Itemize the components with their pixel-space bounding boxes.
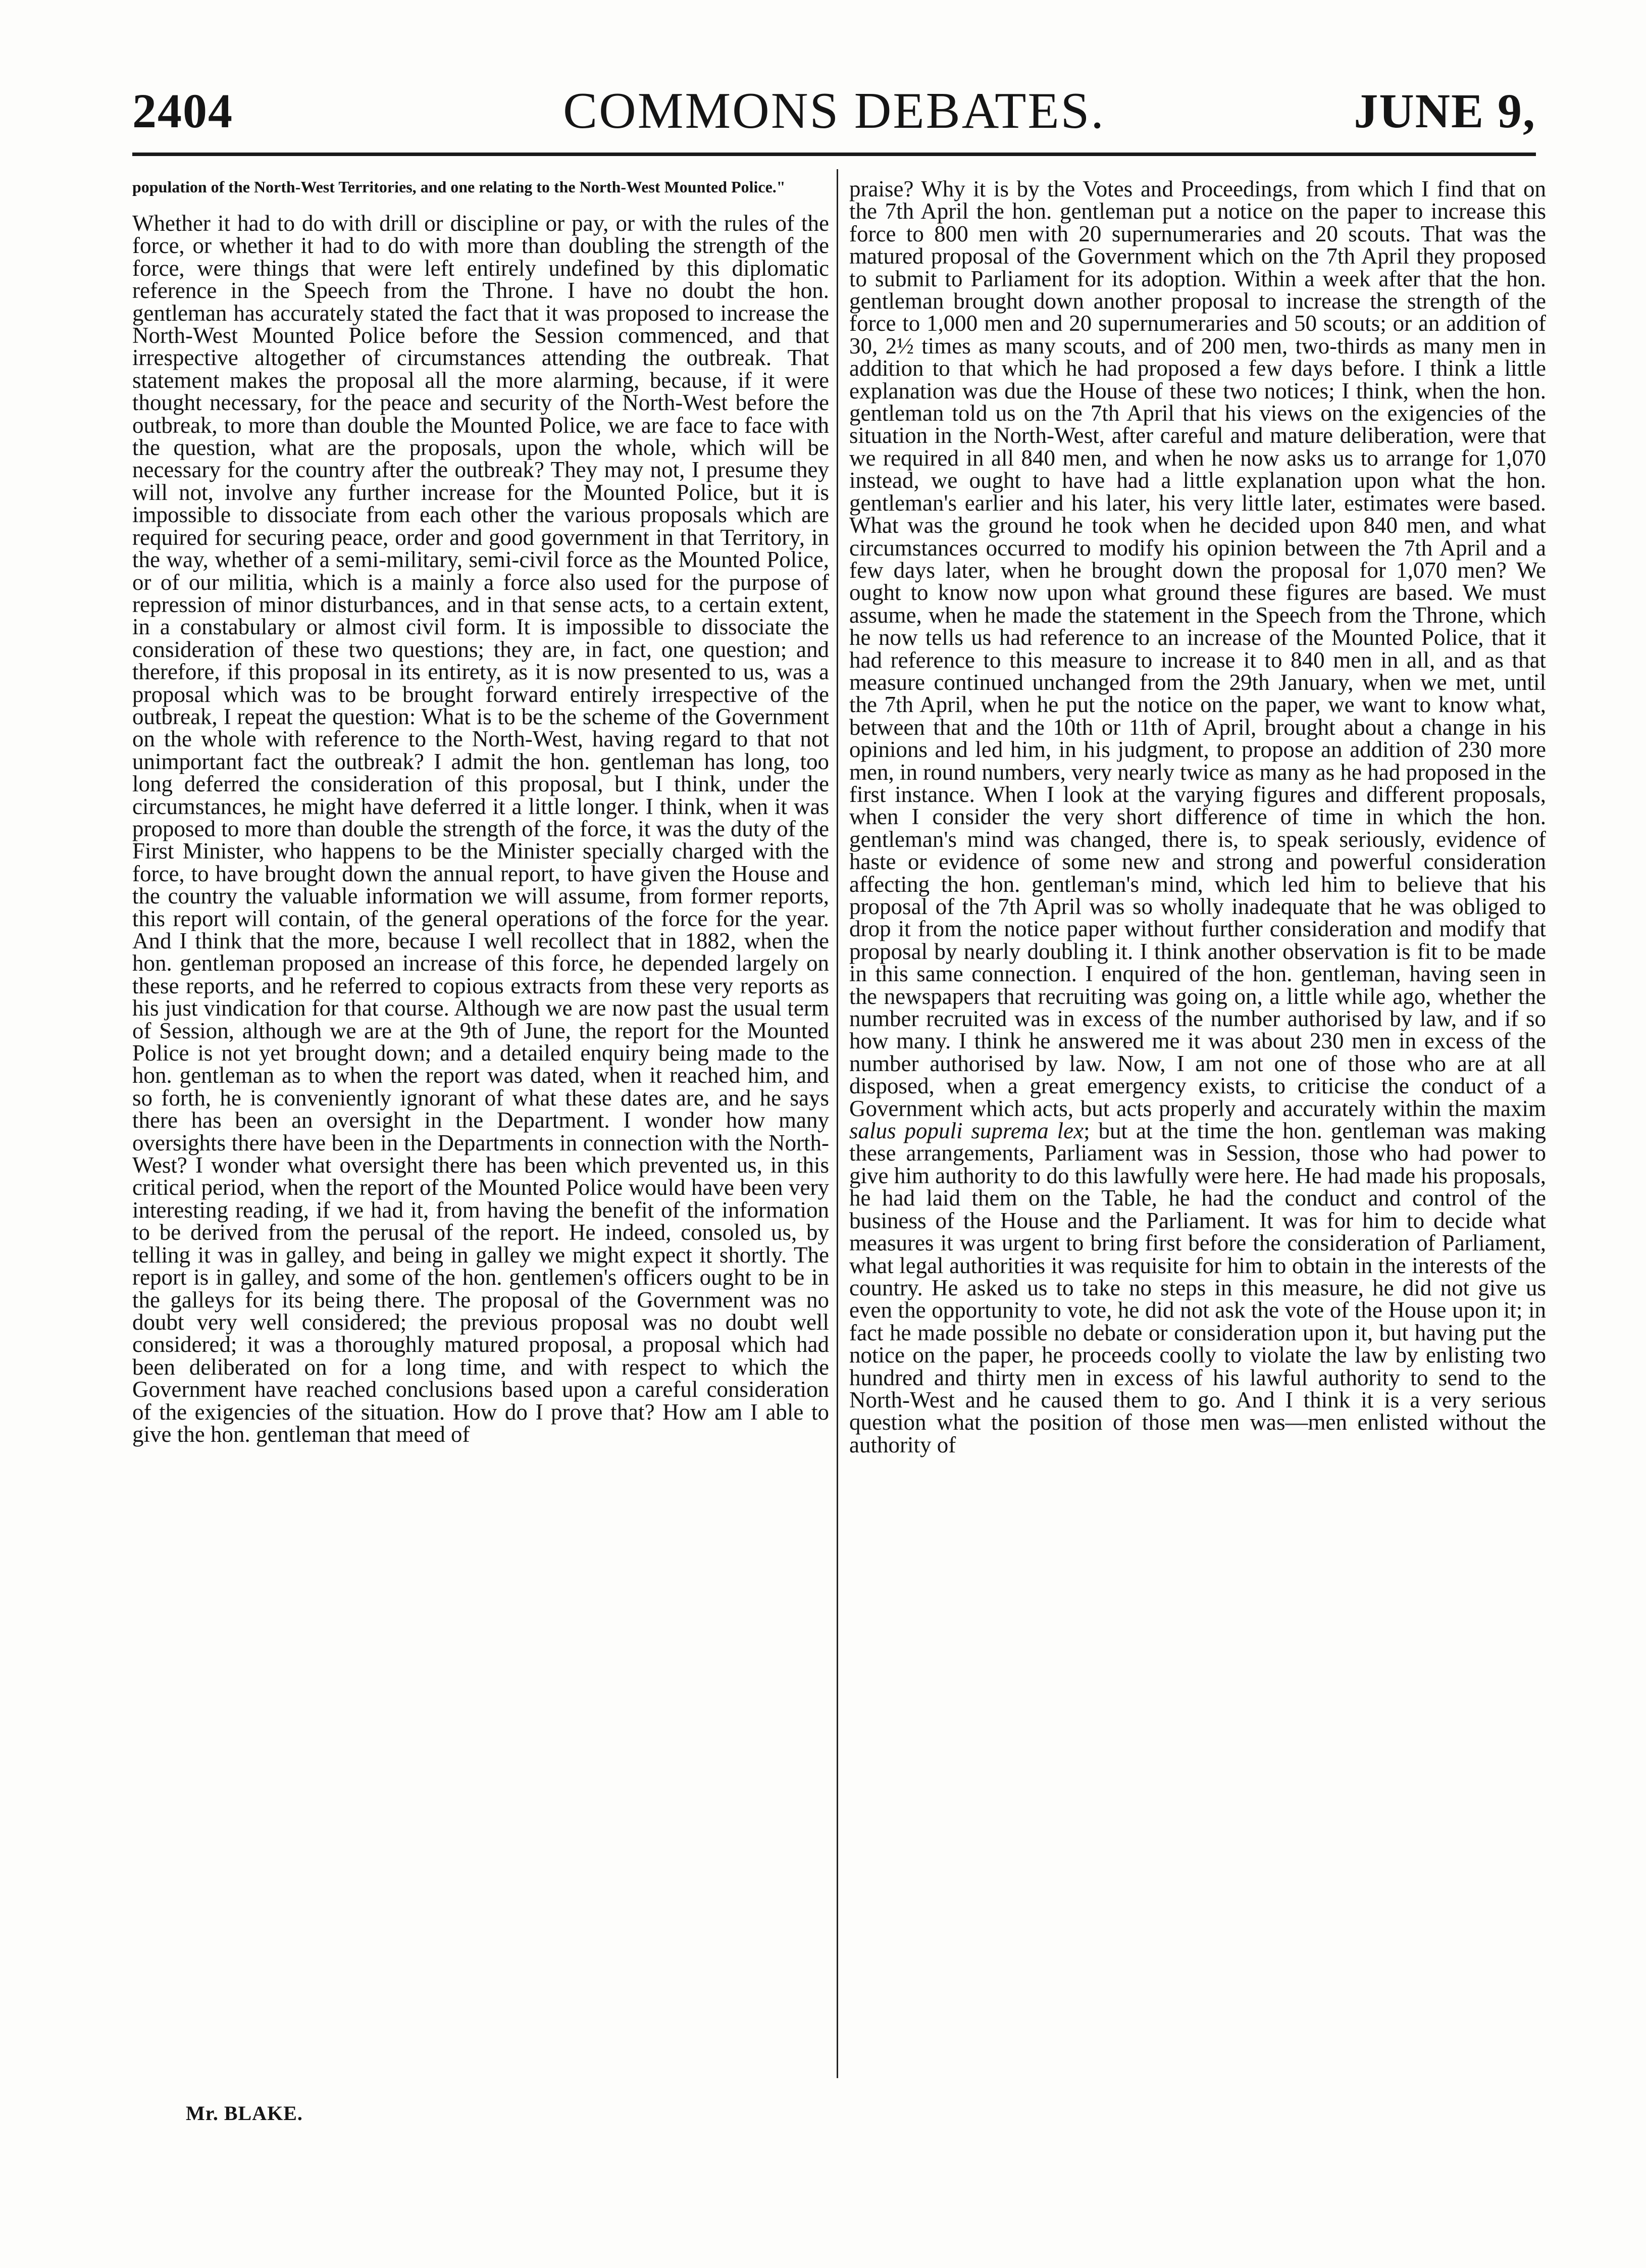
header-rule	[132, 153, 1536, 156]
column-divider	[837, 169, 838, 2078]
right-column-paragraph	[849, 178, 1546, 1456]
right-column-text-part-2: ; but at the time the hon. gentleman was making these arrangements, Parliament was in Session, those who had power to give him authority to do this lawfully were here. He had made his proposals, he had laid them on the Table, he had the conduct and control of the business of the House and the Parliament. It was for him to decide what measures it was urgent to bring first before the consideration of Parliament, what legal authorities it was requisite for him to obtain in the interests of the country. He asked us to take no steps in this measure, he did not give us even the opportunity to vote, he did not ask the vote of the House upon it; in fact he made possible no debate or consideration upon it, but having put the notice on the paper, he proceeds coolly to violate the law by enlisting two hundred and thirty men in excess of his lawful authority to send to the North-West and he caused them to go. And I think it is a very serious question what the position of those men was—men enlisted without the authority of	[849, 1118, 1546, 1457]
page-header	[132, 83, 1536, 139]
running-title: COMMONS DEBATES.	[563, 82, 1105, 139]
left-column	[132, 178, 829, 1445]
left-column-paragraph: Whether it had to do with drill or discipline or pay, or with the rules of the force, or whether it had to do with more than doubling the strength of the force, were things that were left entirely undefined by this diplomatic reference in the Speech from the Throne. I have no doubt the hon. gentleman has accurately stated the fact that it was proposed to increase the North-West Mounted Police before the Session commenced, and that irrespective altogether of circumstances attending the outbreak. That statement makes the proposal all the more alarming, because, if it were thought necessary, for the peace and security of the North-West before the outbreak, to more than double the Mounted Police, we are face to face with the question, what are the proposals, upon the whole, which will be necessary for the country after the outbreak? They may not, I presume they will not, involve any further increase for the Mounted Police, but it is impossible to dissociate from each other the various proposals which are required for securing peace, order and good government in that Territory, in the way, whether of a semi-military, semi-civil force as the Mounted Police, or of our militia, which is a mainly a force also used for the purpose of repression of minor disturbances, and in that sense acts, to a certain extent, in a constabulary or almost civil form. It is impossible to dissociate the consideration of these two questions; they are, in fact, one question; and therefore, if this proposal in its entirety, as it is now presented to us, was a proposal which was to be brought forward entirely irrespective of the outbreak, I repeat the question: What is to be the scheme of the Government on the whole with reference to the North-West, having regard to that not unimportant fact the outbreak? I admit the hon. gentleman has long, too long deferred the consideration of this proposal, but I think, under the circumstances, he might have deferred it a little longer. I think, when it was proposed to more than double the strength of the force, it was the duty of the First Minister, who happens to be the Minister specially charged with the force, to have brought down the annual report, to have given the House and the country the valuable information we will assume, from former reports, this report will contain, of the general operations of the force for the year. And I think that the more, because I well recollect that in 1882, when the hon. gentleman proposed an increase of this force, he depended largely on these reports, and he referred to copious extracts from these very reports as his just vindication for that course. Although we are now past the usual term of Session, although we are at the 9th of June, the report for the Mounted Police is not yet brought down; and a detailed enquiry being made to the hon. gentleman as to when the report was dated, when it reached him, and so forth, he is conveniently ignorant of what these dates are, and he says there has been an oversight in the Department. I wonder how many oversights there have been in the Departments in connection with the North-West? I wonder what oversight there has been which prevented us, in this critical period, when the report of the Mounted Police would have been very interesting reading, if we had it, from having the benefit of the information to be derived from the perusal of the report. He indeed, consoled us, by telling it was in galley, and being in galley we might expect it shortly. The report is in galley, and some of the hon. gentlemen's officers ought to be in the galleys for its being there. The proposal of the Government was no doubt very well considered; the previous proposal was no doubt well considered; it was a thoroughly matured proposal, a proposal which had been deliberated on for a long time, and with respect to which the Government have reached conclusions based upon a careful consideration of the exigencies of the situation. How do I prove that? How am I able to give the hon. gentleman that meed of	[132, 211, 829, 1447]
motion-quote: population of the North-West Territories, and one relating to the North-West Mounted Police."	[132, 178, 786, 196]
latin-maxim: salus populi suprema lex	[849, 1118, 1084, 1144]
page-number: 2404	[132, 84, 233, 138]
right-column-text-part-1: praise? Why it is by the Votes and Proceedings, from which I find that on the 7th April the hon. gentleman put a notice on the paper to increase this force to 800 men with 20 supernumeraries and 20 scouts. That was the matured proposal of the Government which on the 7th April they proposed to submit to Parliament for its adoption. Within a week after that the hon. gentleman brought down another proposal to increase the strength of the force to 1,000 men and 20 supernumeraries and 50 scouts; or an addition of 30, 2½ times as many scouts, and of 200 men, two-thirds as many men in addition to that which he had proposed a few days before. I think a little explanation was due the House of these two notices; I think, when the hon. gentleman told us on the 7th April that his views on the exigencies of the situation in the North-West, after careful and mature deliberation, were that we required in all 840 men, and when he now asks us to arrange for 1,070 instead, we ought to have had a little explanation upon what the hon. gentleman's earlier and his later, his very little later, estimates were based. What was the ground he took when he decided upon 840 men, and what circumstances occurred to modify his opinion between the 7th April and a few days later, when he brought down the proposal for 1,070 men? We ought to know now upon what ground these figures are based. We must assume, when he made the statement in the Speech from the Throne, which he now tells us had reference to an increase of the Mounted Police, that it had reference to this measure to increase it to 840 men in all, and as that measure continued unchanged from the 29th January, when we met, until the 7th April, when he put the notice on the paper, we want to know what, between that and the 10th or 11th of April, brought about a change in his opinions and led him, in his judgment, to propose an addition of 230 more men, in round numbers, very nearly twice as many as he had proposed in the first instance. When I look at the varying figures and different proposals, when I consider the very short difference of time in which the hon. gentleman's mind was changed, there is, to speak seriously, evidence of haste or evidence of some new and strong and powerful consideration affecting the hon. gentleman's mind, which led him to believe that his proposal of the 7th April was so wholly inadequate that he was obliged to drop it from the notice paper without further consideration and modify that proposal by nearly doubling it. I think another observation is fit to be made in this same connection. I enquired of the hon. gentleman, having seen in the newspapers that recruiting was going on, a little while ago, whether the number recruited was in excess of the number authorised by law, and if so how many. I think he answered me it was about 230 men in excess of the number authorised by law. Now, I am not one of those who are at all disposed, when a great emergency exists, to criticise the conduct of a Government which acts, but acts properly and accurately within the maxim	[849, 176, 1546, 1121]
header-date: JUNE 9,	[1354, 84, 1536, 138]
speaker-signature: Mr. BLAKE.	[186, 2102, 303, 2125]
right-column	[849, 178, 1546, 1456]
